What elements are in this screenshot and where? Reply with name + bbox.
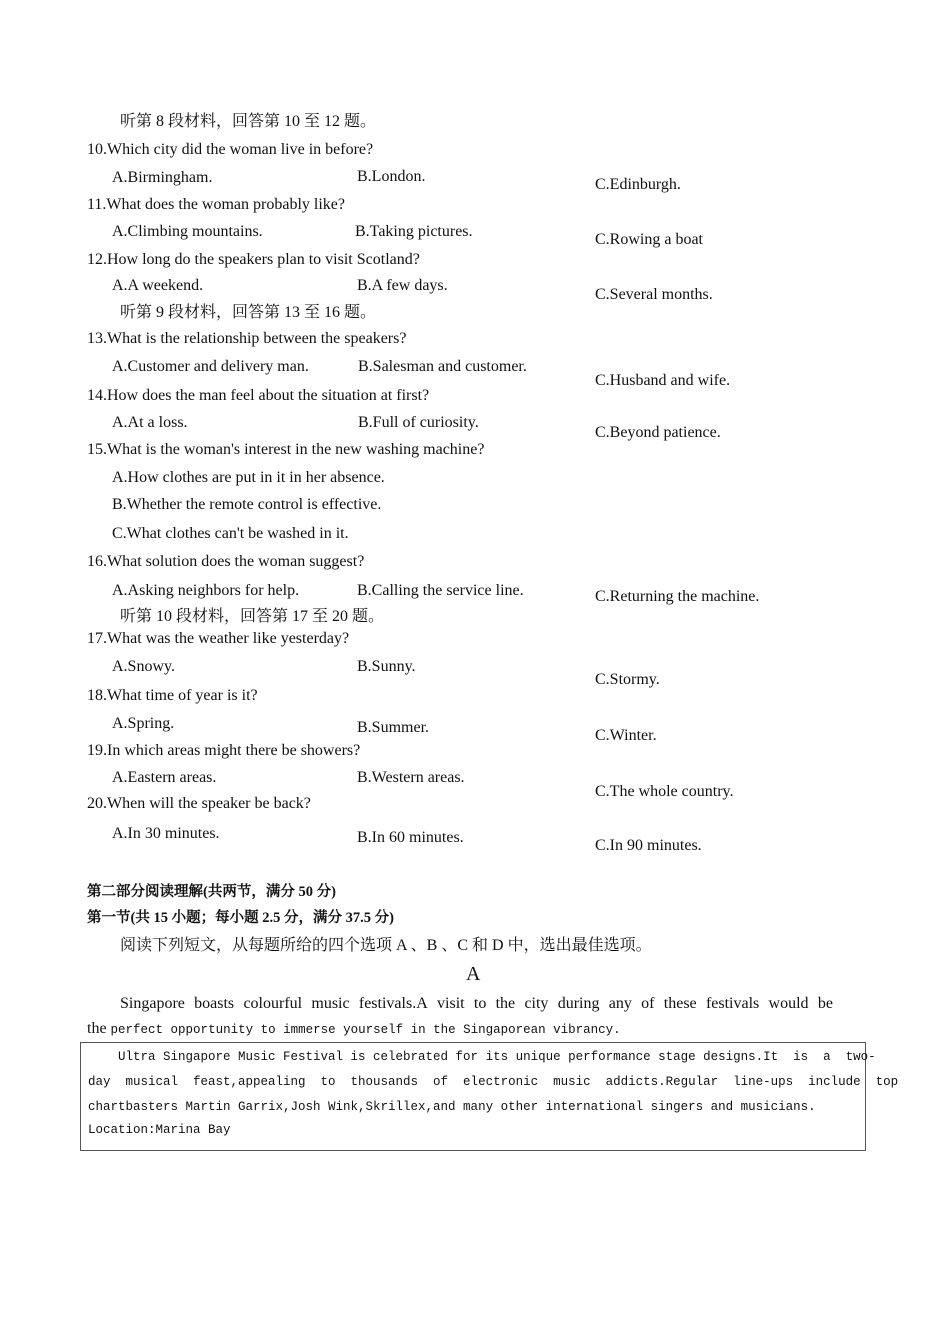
box-line-3: chartbasters Martin Garrix,Josh Wink,Skrillex,and many other international singers and musicians. [88, 1100, 816, 1114]
instruction-part8: 听第 8 段材料，回答第 10 至 12 题。 [120, 113, 377, 130]
option-10-b: B.London. [357, 168, 426, 185]
word: be [817, 995, 833, 1012]
box-line-1: Ultra Singapore Music Festival is celebrated for its unique performance stage designs.It is a two- [88, 1050, 876, 1064]
option-13-a: A.Customer and delivery man. [112, 358, 309, 375]
question-16: 16.What solution does the woman suggest? [87, 553, 365, 570]
option-20-b: B.In 60 minutes. [357, 829, 464, 846]
box-line-2: day musical feast,appealing to thousands of electronic music addicts.Regular line-ups include top [88, 1075, 899, 1089]
word: of [641, 995, 655, 1012]
option-11-a: A.Climbing mountains. [112, 223, 263, 240]
word: colourful [243, 995, 303, 1012]
word: would [768, 995, 809, 1012]
reading-instruction: 阅读下列短文，从每题所给的四个选项 A 、B 、C 和 D 中，选出最佳选项。 [120, 937, 652, 954]
option-14-a: A.At a loss. [112, 414, 188, 431]
option-11-b: B.Taking pictures. [355, 223, 473, 240]
word: festivals [705, 995, 760, 1012]
option-17-b: B.Sunny. [357, 658, 416, 675]
passage-intro-rest: perfect opportunity to immerse yourself in the Singaporean vibrancy. [110, 1023, 621, 1037]
option-15-c: C.What clothes can't be washed in it. [112, 525, 349, 542]
word: boasts [194, 995, 235, 1012]
instruction-part9: 听第 9 段材料，回答第 13 至 16 题。 [120, 304, 377, 321]
option-20-a: A.In 30 minutes. [112, 825, 220, 842]
option-13-b: B.Salesman and customer. [358, 358, 527, 375]
word: festivals.A [358, 995, 428, 1012]
question-19: 19.In which areas might there be showers? [87, 742, 361, 759]
option-15-b: B.Whether the remote control is effective. [112, 496, 382, 513]
option-12-c: C.Several months. [595, 286, 713, 303]
option-10-a: A.Birmingham. [112, 169, 213, 186]
word: to [473, 995, 487, 1012]
box-line-4: Location:Marina Bay [88, 1123, 231, 1137]
passage-intro-line1 [120, 994, 833, 1013]
question-14: 14.How does the man feel about the situation at first? [87, 387, 430, 404]
option-16-a: A.Asking neighbors for help. [112, 582, 300, 599]
word: the [495, 995, 516, 1012]
question-12: 12.How long do the speakers plan to visit Scotland? [87, 251, 420, 268]
option-15-a: A.How clothes are put in it in her absence. [112, 469, 385, 486]
word: Singapore [120, 995, 185, 1012]
option-12-b: B.A few days. [357, 277, 448, 294]
option-20-c: C.In 90 minutes. [595, 837, 702, 854]
option-17-c: C.Stormy. [595, 671, 660, 688]
passage-intro-lead-word: the [87, 1020, 107, 1037]
word: these [663, 995, 697, 1012]
option-18-a: A.Spring. [112, 715, 175, 732]
passage-text-box [80, 1042, 899, 1151]
word: any [608, 995, 632, 1012]
option-11-c: C.Rowing a boat [595, 231, 703, 248]
option-10-c: C.Edinburgh. [595, 176, 681, 193]
option-19-a: A.Eastern areas. [112, 769, 217, 786]
passage-letter: A [466, 963, 481, 985]
option-19-b: B.Western areas. [357, 769, 465, 786]
option-19-c: C.The whole country. [595, 783, 734, 800]
question-15: 15.What is the woman's interest in the new washing machine? [87, 441, 485, 458]
word: visit [437, 995, 465, 1012]
part-two-title: 第二部分阅读理解(共两节，满分 50 分) [87, 884, 336, 900]
option-14-b: B.Full of curiosity. [358, 414, 479, 431]
option-13-c: C.Husband and wife. [595, 372, 731, 389]
option-18-c: C.Winter. [595, 727, 657, 744]
word: city [524, 995, 549, 1012]
option-14-c: C.Beyond patience. [595, 424, 721, 441]
question-17: 17.What was the weather like yesterday? [87, 630, 350, 647]
word: during [557, 995, 600, 1012]
question-10: 10.Which city did the woman live in before? [87, 141, 374, 158]
option-17-a: A.Snowy. [112, 658, 175, 675]
subsection-title: 第一节(共 15 小题；每小题 2.5 分，满分 37.5 分) [87, 910, 394, 926]
passage-intro-line2 [87, 1019, 621, 1038]
option-18-b: B.Summer. [357, 719, 430, 736]
option-16-c: C.Returning the machine. [595, 588, 760, 605]
option-12-a: A.A weekend. [112, 277, 204, 294]
question-20: 20.When will the speaker be back? [87, 795, 311, 812]
question-18: 18.What time of year is it? [87, 687, 258, 704]
question-13: 13.What is the relationship between the speakers? [87, 330, 407, 347]
question-11: 11.What does the woman probably like? [87, 196, 345, 213]
word: music [311, 995, 350, 1012]
instruction-part10: 听第 10 段材料，回答第 17 至 20 题。 [120, 608, 385, 625]
option-16-b: B.Calling the service line. [357, 582, 524, 599]
